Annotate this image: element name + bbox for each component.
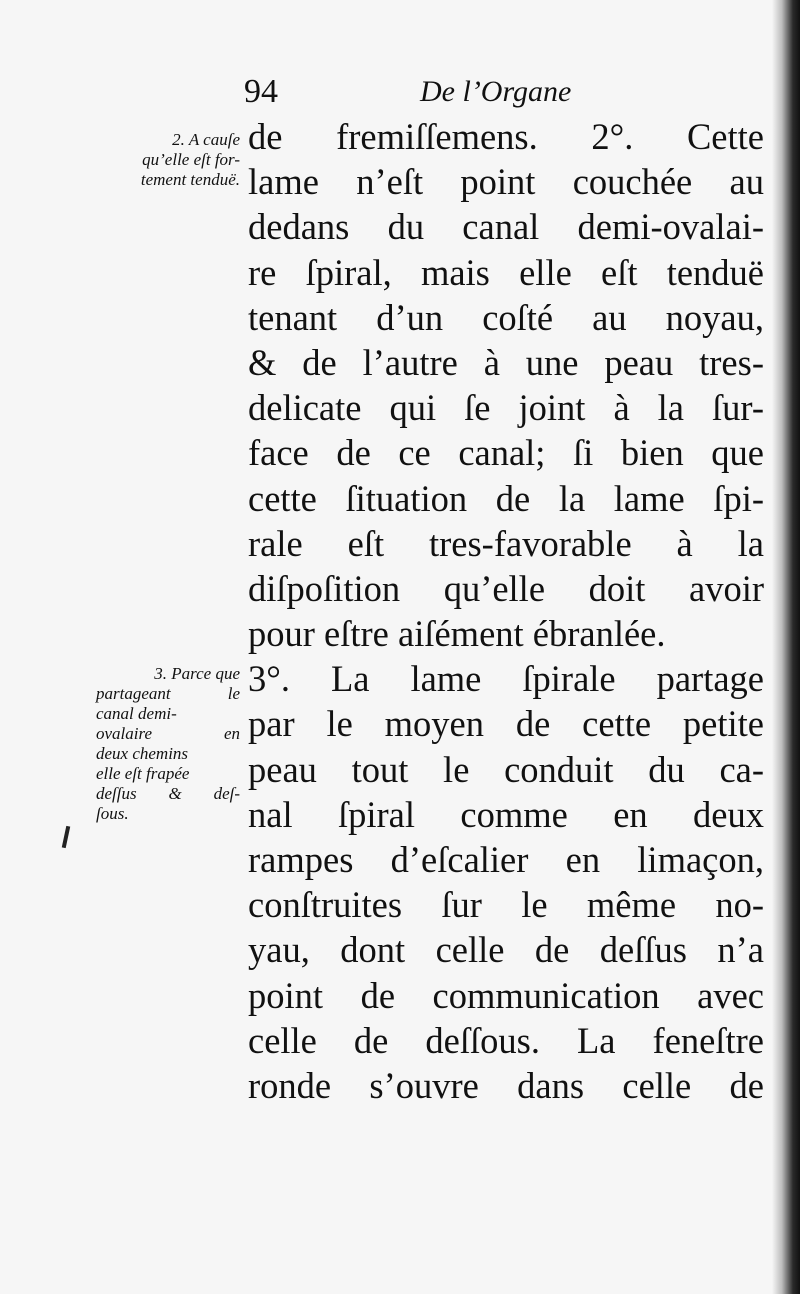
body-text (248, 114, 764, 1108)
text-line: re ſpiral, mais elle eſt tenduë (248, 251, 764, 293)
marginal-note-line: partageant le (96, 684, 240, 703)
marginal-note-line: elle eſt frapée (96, 764, 190, 783)
marginal-note-2 (76, 130, 240, 190)
page-header (244, 72, 624, 112)
marginal-note-line: tement tenduë. (140, 170, 240, 189)
marginal-note-line: qu’elle eſt for- (142, 150, 240, 169)
text-line: par le moyen de cette petite (248, 703, 764, 745)
text-line: cette ſituation de la lame ſpi- (248, 477, 764, 519)
text-line: yau, dont celle de deſſus n’a (248, 929, 764, 971)
marginal-note-line: 2. A cauſe (172, 130, 240, 149)
marginal-note-line: ſous. (96, 804, 129, 823)
bleed-through-marks-lower (80, 910, 230, 928)
marginal-note-line: deux chemins (96, 744, 189, 763)
text-line: delicate qui ſe joint à la ſur- (248, 387, 764, 429)
text-line: dedans du canal demi-ovalai- (248, 206, 764, 248)
text-line: tenant d’un coſté au noyau, (248, 296, 764, 338)
text-line: & de l’autre à une peau tres- (248, 341, 764, 383)
running-title: De l’Organe (420, 75, 572, 108)
ink-mark (62, 826, 70, 848)
text-line: diſpoſition qu’elle doit avoir (248, 567, 764, 609)
text-line: de fremiſſemens. 2°. Cette (248, 116, 764, 157)
marginal-note-line: canal demi- (96, 704, 177, 723)
text-line: rampes d’eſcalier en limaçon, (248, 839, 764, 880)
text-line: lame n’eſt point couchée au (248, 161, 764, 203)
text-line: rale eſt tres-favorable à la (248, 522, 764, 564)
text-line: peau tout le conduit du ca- (248, 748, 764, 790)
text-line: nal ſpiral comme en deux (248, 793, 764, 835)
marginal-note-line: ovalaire en (96, 724, 240, 743)
text-line: pour eſtre aiſément ébranlée. (248, 613, 666, 655)
text-line: face de ce canal; ſi bien que (248, 432, 764, 474)
text-line: celle de deſſous. La feneſtre (248, 1019, 764, 1061)
marginal-note-line: deſſus & deſ- (96, 784, 240, 803)
page-gutter-shadow (772, 0, 800, 1294)
text-line: point de communication avec (248, 974, 764, 1016)
bleed-through-marks (80, 262, 230, 280)
marginal-note-line: 3. Parce que (154, 664, 240, 683)
text-line: 3°. La lame ſpirale partage (248, 658, 764, 700)
page-number: 94 (244, 73, 278, 110)
text-line: ronde s’ouvre dans celle de (248, 1064, 764, 1106)
marginal-note-3 (96, 664, 240, 824)
text-line: conſtruites ſur le même no- (248, 884, 764, 926)
